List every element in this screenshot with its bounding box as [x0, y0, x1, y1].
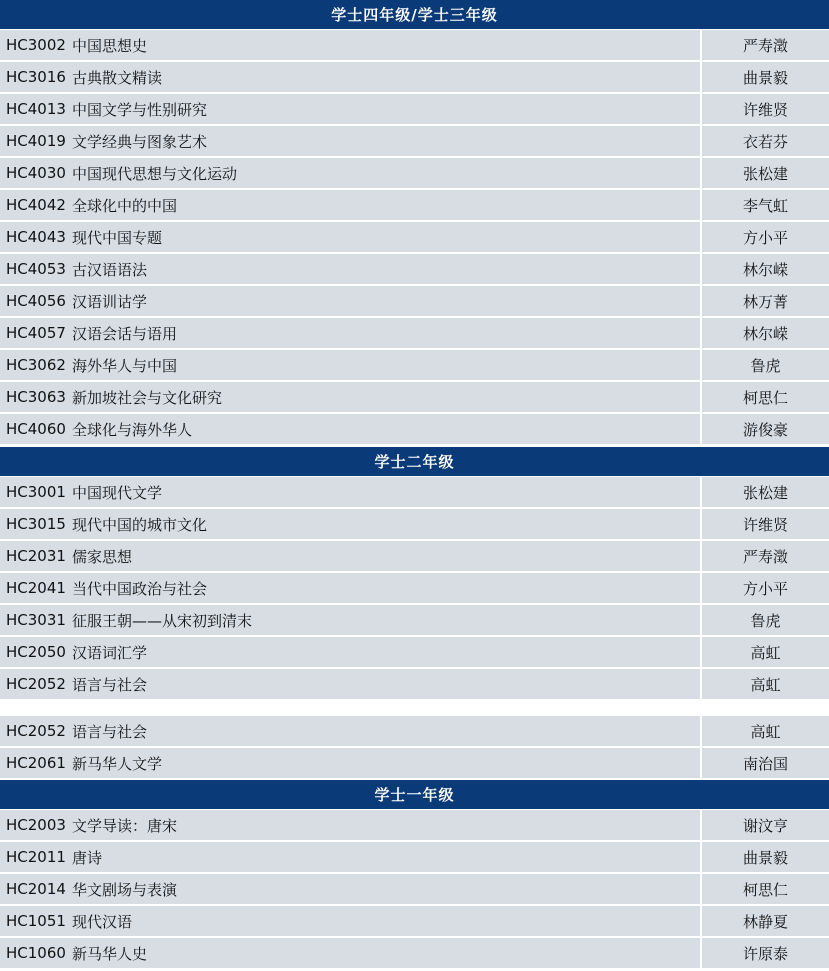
teacher-cell: 方小平 [702, 573, 829, 603]
course-name: 新马华人史 [71, 944, 147, 963]
teacher-cell: 柯思仁 [702, 382, 829, 412]
course-code: HC2011 [6, 848, 66, 866]
course-name: 现代汉语 [71, 912, 132, 931]
course-name: 古典散文精读 [71, 68, 162, 87]
teacher-cell: 鲁虎 [702, 605, 829, 635]
course-code: HC2052 [6, 675, 66, 693]
teacher-cell: 高虹 [702, 669, 829, 699]
table-row [0, 350, 829, 382]
table-row [0, 477, 829, 509]
course-code: HC3001 [6, 483, 66, 501]
teacher-cell: 高虹 [702, 716, 829, 746]
course-code: HC4060 [6, 420, 66, 438]
teacher-cell: 曲景毅 [702, 62, 829, 92]
table-row [0, 541, 829, 573]
course-cell [0, 477, 702, 507]
course-name: 现代中国的城市文化 [71, 515, 207, 534]
teacher-cell: 林万菁 [702, 286, 829, 316]
course-cell [0, 286, 702, 316]
teacher-cell: 严寿澂 [702, 541, 829, 571]
course-cell [0, 350, 702, 380]
course-code: HC2041 [6, 579, 66, 597]
teacher-cell: 张松建 [702, 477, 829, 507]
course-cell [0, 541, 702, 571]
section-header: 学士一年级 [0, 780, 829, 810]
course-name: 新马华人文学 [71, 754, 162, 773]
table-row [0, 190, 829, 222]
teacher-cell: 林静夏 [702, 906, 829, 936]
course-code: HC4013 [6, 100, 66, 118]
course-cell [0, 222, 702, 252]
course-name: 当代中国政治与社会 [71, 579, 207, 598]
course-cell [0, 874, 702, 904]
course-cell [0, 748, 702, 778]
course-code: HC4053 [6, 260, 66, 278]
table-row [0, 222, 829, 254]
table-row [0, 605, 829, 637]
table-row [0, 874, 829, 906]
course-code: HC3015 [6, 515, 66, 533]
course-code: HC2014 [6, 880, 66, 898]
course-cell [0, 126, 702, 156]
course-name: 中国文学与性别研究 [71, 100, 207, 119]
course-cell [0, 414, 702, 444]
table-row [0, 30, 829, 62]
course-name: 古汉语语法 [71, 260, 147, 279]
course-code: HC4057 [6, 324, 66, 342]
course-code: HC4042 [6, 196, 66, 214]
course-name: 唐诗 [71, 848, 102, 867]
course-name: 汉语会话与语用 [71, 324, 177, 343]
course-cell [0, 716, 702, 746]
table-row [0, 509, 829, 541]
course-cell [0, 669, 702, 699]
table-row [0, 126, 829, 158]
course-name: 新加坡社会与文化研究 [71, 388, 222, 407]
teacher-cell: 严寿澂 [702, 30, 829, 60]
course-code: HC4030 [6, 164, 66, 182]
course-name: 文学导读：唐宋 [71, 816, 177, 835]
course-cell [0, 573, 702, 603]
course-cell [0, 810, 702, 840]
course-code: HC3002 [6, 36, 66, 54]
course-name: 全球化与海外华人 [71, 420, 192, 439]
section-header: 学士四年级/学士三年级 [0, 0, 829, 30]
teacher-cell: 南治国 [702, 748, 829, 778]
course-name: 儒家思想 [71, 547, 132, 566]
course-cell [0, 382, 702, 412]
teacher-cell: 游俊豪 [702, 414, 829, 444]
course-cell [0, 190, 702, 220]
section-header: 学士二年级 [0, 447, 829, 477]
course-name: 现代中国专题 [71, 228, 162, 247]
course-name: 中国思想史 [71, 36, 147, 55]
course-code: HC3016 [6, 68, 66, 86]
course-code: HC2003 [6, 816, 66, 834]
table-row [0, 842, 829, 874]
teacher-cell: 方小平 [702, 222, 829, 252]
teacher-cell: 柯思仁 [702, 874, 829, 904]
course-cell [0, 62, 702, 92]
section-year2-continued [0, 716, 829, 780]
table-row [0, 286, 829, 318]
course-name: 海外华人与中国 [71, 356, 177, 375]
section-year4-year3 [0, 0, 829, 446]
table-row [0, 382, 829, 414]
course-cell [0, 30, 702, 60]
course-name: 征服王朝——从宋初到清末 [71, 611, 252, 630]
section-year1 [0, 780, 829, 970]
table-row [0, 573, 829, 605]
course-cell [0, 318, 702, 348]
table-row [0, 810, 829, 842]
table-row [0, 158, 829, 190]
course-code: HC1060 [6, 944, 66, 962]
course-cell [0, 906, 702, 936]
course-code: HC2031 [6, 547, 66, 565]
course-name: 全球化中的中国 [71, 196, 177, 215]
table-row [0, 938, 829, 970]
table-row [0, 748, 829, 780]
table-row [0, 254, 829, 286]
course-cell [0, 938, 702, 968]
course-code: HC3062 [6, 356, 66, 374]
course-code: HC4043 [6, 228, 66, 246]
table-row [0, 318, 829, 350]
course-code: HC1051 [6, 912, 66, 930]
teacher-cell: 许维贤 [702, 94, 829, 124]
table-row [0, 906, 829, 938]
teacher-cell: 张松建 [702, 158, 829, 188]
course-code: HC3063 [6, 388, 66, 406]
teacher-cell: 衣若芬 [702, 126, 829, 156]
course-code: HC2052 [6, 722, 66, 740]
teacher-cell: 许原泰 [702, 938, 829, 968]
course-cell [0, 94, 702, 124]
teacher-cell: 李气虹 [702, 190, 829, 220]
teacher-cell: 高虹 [702, 637, 829, 667]
course-code: HC3031 [6, 611, 66, 629]
teacher-cell: 曲景毅 [702, 842, 829, 872]
table-row [0, 62, 829, 94]
course-name: 汉语训诂学 [71, 292, 147, 311]
table-row [0, 94, 829, 126]
course-code: HC2061 [6, 754, 66, 772]
course-name: 中国现代思想与文化运动 [71, 164, 237, 183]
course-code: HC4056 [6, 292, 66, 310]
table-row [0, 669, 829, 701]
course-name: 语言与社会 [71, 722, 147, 741]
teacher-cell: 鲁虎 [702, 350, 829, 380]
section-year2 [0, 447, 829, 701]
course-cell [0, 158, 702, 188]
course-code: HC2050 [6, 643, 66, 661]
teacher-cell: 许维贤 [702, 509, 829, 539]
course-cell [0, 637, 702, 667]
table-row [0, 637, 829, 669]
course-cell [0, 605, 702, 635]
table-row [0, 716, 829, 748]
course-cell [0, 254, 702, 284]
teacher-cell: 林尔嵘 [702, 318, 829, 348]
table-row [0, 414, 829, 446]
teacher-cell: 谢汶亨 [702, 810, 829, 840]
course-name: 中国现代文学 [71, 483, 162, 502]
course-name: 汉语词汇学 [71, 643, 147, 662]
course-cell [0, 842, 702, 872]
course-name: 文学经典与图象艺术 [71, 132, 207, 151]
course-cell [0, 509, 702, 539]
course-name: 语言与社会 [71, 675, 147, 694]
course-name: 华文剧场与表演 [71, 880, 177, 899]
teacher-cell: 林尔嵘 [702, 254, 829, 284]
course-code: HC4019 [6, 132, 66, 150]
